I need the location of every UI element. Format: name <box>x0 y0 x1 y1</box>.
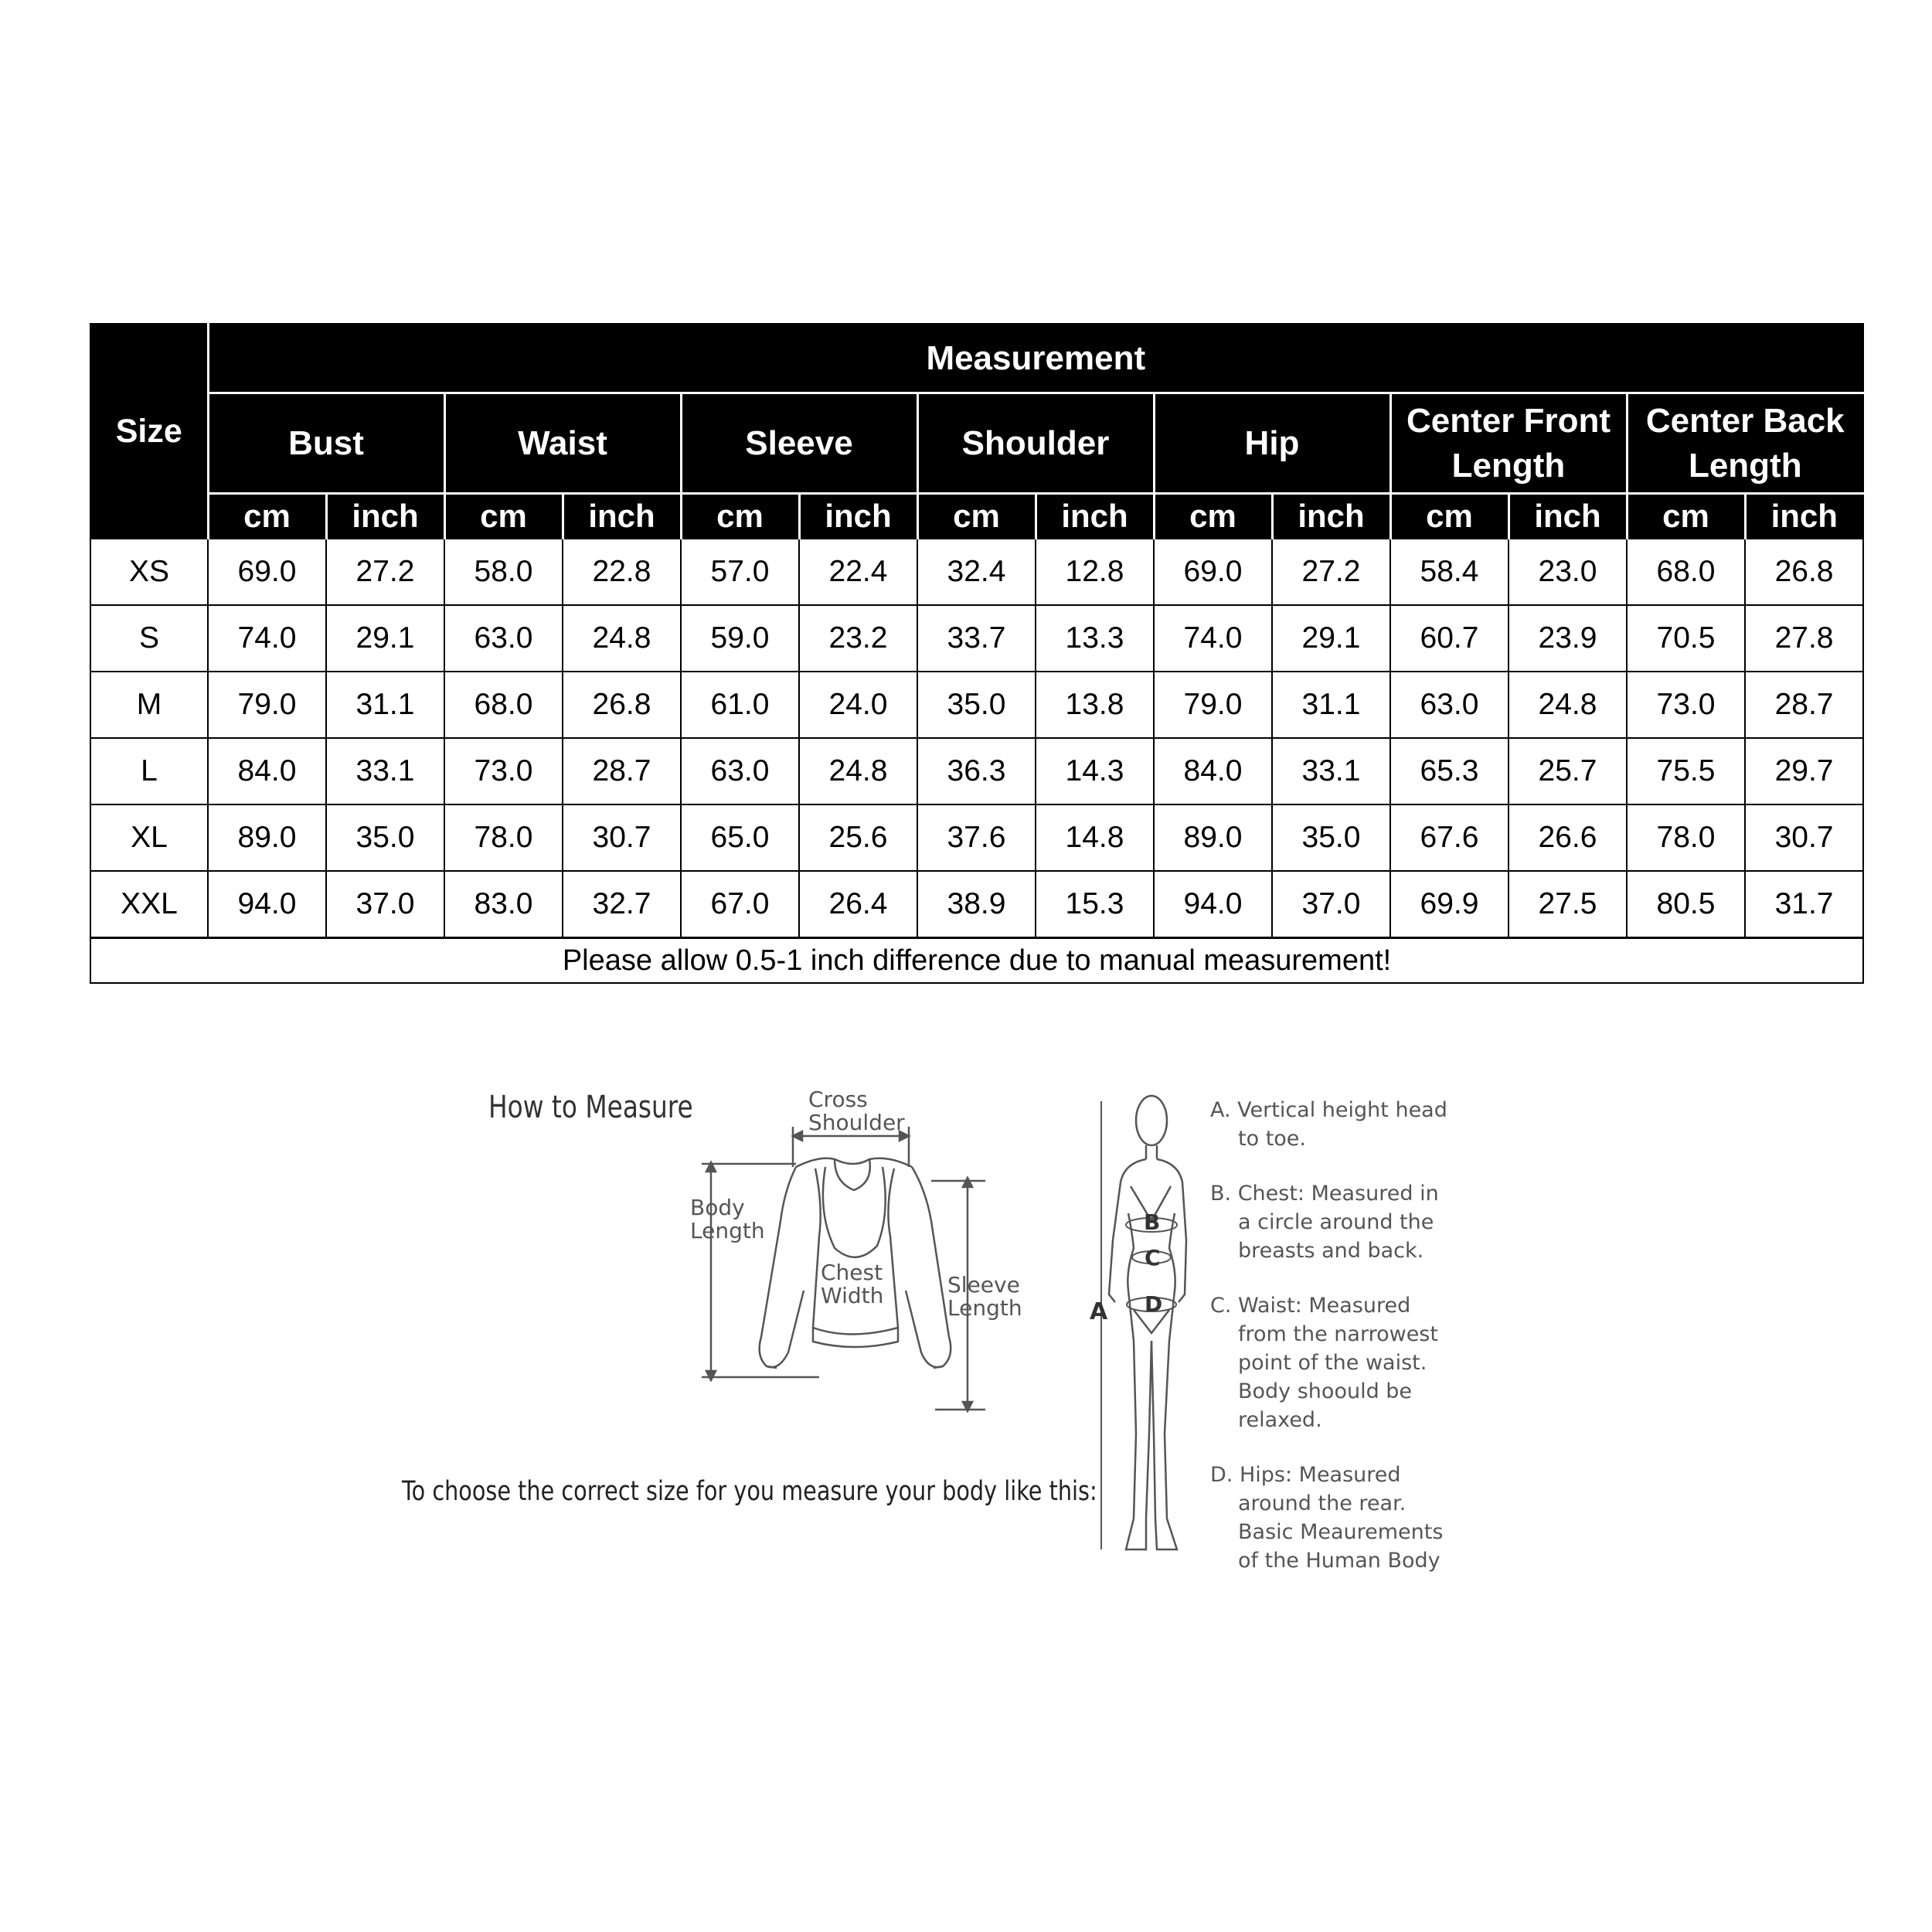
group-header: Waist <box>444 393 681 494</box>
note-item: B. Chest: Measured in a circle around the breasts and back. <box>1210 1182 1439 1263</box>
unit-header: cm <box>1390 494 1509 539</box>
value-cell: 89.0 <box>208 804 326 871</box>
value-cell: 57.0 <box>681 539 799 605</box>
value-cell: 79.0 <box>208 672 326 738</box>
value-cell: 84.0 <box>208 738 326 804</box>
value-cell: 35.0 <box>917 672 1036 738</box>
unit-header: inch <box>1745 494 1863 539</box>
value-cell: 14.8 <box>1036 804 1154 871</box>
size-cell: XL <box>90 804 208 871</box>
unit-header: inch <box>799 494 917 539</box>
unit-header: cm <box>917 494 1036 539</box>
sleeve-length-label: Sleeve Length <box>947 1272 1022 1321</box>
marker-c: C <box>1145 1245 1161 1270</box>
table-row <box>90 871 1863 938</box>
measurement-header: Measurement <box>208 324 1863 393</box>
value-cell: 73.0 <box>1627 672 1745 738</box>
unit-header: cm <box>208 494 326 539</box>
table-row <box>90 539 1863 605</box>
value-cell: 74.0 <box>1154 605 1272 672</box>
value-cell: 63.0 <box>681 738 799 804</box>
marker-a: A <box>1090 1298 1108 1325</box>
value-cell: 94.0 <box>208 871 326 938</box>
value-cell: 13.8 <box>1036 672 1154 738</box>
size-cell: XXL <box>90 871 208 938</box>
value-cell: 28.7 <box>563 738 681 804</box>
value-cell: 27.2 <box>1272 539 1390 605</box>
value-cell: 33.1 <box>326 738 444 804</box>
size-column-header: Size <box>90 324 208 539</box>
value-cell: 60.7 <box>1390 605 1509 672</box>
how-to-measure-title: How to Measure <box>488 1090 693 1125</box>
unit-header: cm <box>681 494 799 539</box>
cross-shoulder-label: Cross Shoulder <box>808 1087 905 1135</box>
value-cell: 15.3 <box>1036 871 1154 938</box>
measurement-notes <box>1210 1096 1458 1601</box>
value-cell: 68.0 <box>444 672 563 738</box>
value-cell: 28.7 <box>1745 672 1863 738</box>
value-cell: 27.2 <box>326 539 444 605</box>
value-cell: 37.0 <box>326 871 444 938</box>
choose-size-instruction: To choose the correct size for you measure your body like this: <box>402 1476 1097 1507</box>
value-cell: 29.1 <box>326 605 444 672</box>
value-cell: 65.3 <box>1390 738 1509 804</box>
value-cell: 27.5 <box>1509 871 1627 938</box>
size-chart-table <box>90 323 1864 984</box>
group-header: Center Front Length <box>1390 393 1627 494</box>
value-cell: 25.7 <box>1509 738 1627 804</box>
value-cell: 29.7 <box>1745 738 1863 804</box>
size-cell: S <box>90 605 208 672</box>
value-cell: 27.8 <box>1745 605 1863 672</box>
value-cell: 63.0 <box>1390 672 1509 738</box>
body-measure-diagram <box>1078 1086 1202 1573</box>
value-cell: 24.8 <box>563 605 681 672</box>
value-cell: 80.5 <box>1627 871 1745 938</box>
value-cell: 35.0 <box>1272 804 1390 871</box>
marker-d: D <box>1145 1291 1163 1317</box>
unit-header: cm <box>1154 494 1272 539</box>
note-item: A. Vertical height head to toe. <box>1210 1098 1447 1151</box>
value-cell: 69.0 <box>208 539 326 605</box>
size-cell: XS <box>90 539 208 605</box>
unit-header: cm <box>444 494 563 539</box>
value-cell: 67.0 <box>681 871 799 938</box>
value-cell: 26.8 <box>1745 539 1863 605</box>
table-row <box>90 672 1863 738</box>
unit-header: inch <box>326 494 444 539</box>
unit-header: inch <box>1509 494 1627 539</box>
value-cell: 29.1 <box>1272 605 1390 672</box>
value-cell: 65.0 <box>681 804 799 871</box>
value-cell: 30.7 <box>563 804 681 871</box>
group-header: Shoulder <box>917 393 1154 494</box>
value-cell: 13.3 <box>1036 605 1154 672</box>
table-row <box>90 738 1863 804</box>
value-cell: 75.5 <box>1627 738 1745 804</box>
value-cell: 37.6 <box>917 804 1036 871</box>
group-header: Bust <box>208 393 444 494</box>
group-header: Center Back Length <box>1627 393 1863 494</box>
value-cell: 78.0 <box>1627 804 1745 871</box>
unit-header: inch <box>1272 494 1390 539</box>
table-row <box>90 804 1863 871</box>
unit-header: inch <box>1036 494 1154 539</box>
value-cell: 32.7 <box>563 871 681 938</box>
value-cell: 68.0 <box>1627 539 1745 605</box>
value-cell: 79.0 <box>1154 672 1272 738</box>
value-cell: 33.7 <box>917 605 1036 672</box>
value-cell: 36.3 <box>917 738 1036 804</box>
value-cell: 12.8 <box>1036 539 1154 605</box>
body-length-label: Body Length <box>690 1195 765 1243</box>
value-cell: 23.2 <box>799 605 917 672</box>
value-cell: 33.1 <box>1272 738 1390 804</box>
value-cell: 37.0 <box>1272 871 1390 938</box>
value-cell: 84.0 <box>1154 738 1272 804</box>
value-cell: 31.7 <box>1745 871 1863 938</box>
value-cell: 23.0 <box>1509 539 1627 605</box>
chest-width-label: Chest Width <box>821 1260 884 1308</box>
note-item: C. Waist: Measured from the narrowest point of the waist. Body shoould be relaxed. <box>1210 1294 1438 1432</box>
value-cell: 31.1 <box>326 672 444 738</box>
value-cell: 24.8 <box>1509 672 1627 738</box>
value-cell: 22.8 <box>563 539 681 605</box>
value-cell: 24.8 <box>799 738 917 804</box>
value-cell: 83.0 <box>444 871 563 938</box>
value-cell: 70.5 <box>1627 605 1745 672</box>
value-cell: 25.6 <box>799 804 917 871</box>
group-header: Hip <box>1154 393 1390 494</box>
value-cell: 63.0 <box>444 605 563 672</box>
group-header: Sleeve <box>681 393 917 494</box>
value-cell: 26.6 <box>1509 804 1627 871</box>
value-cell: 78.0 <box>444 804 563 871</box>
value-cell: 67.6 <box>1390 804 1509 871</box>
value-cell: 24.0 <box>799 672 917 738</box>
value-cell: 74.0 <box>208 605 326 672</box>
value-cell: 69.9 <box>1390 871 1509 938</box>
value-cell: 58.0 <box>444 539 563 605</box>
value-cell: 59.0 <box>681 605 799 672</box>
marker-b: B <box>1144 1209 1161 1235</box>
value-cell: 23.9 <box>1509 605 1627 672</box>
unit-header: cm <box>1627 494 1745 539</box>
value-cell: 14.3 <box>1036 738 1154 804</box>
size-cell: M <box>90 672 208 738</box>
value-cell: 26.8 <box>563 672 681 738</box>
value-cell: 38.9 <box>917 871 1036 938</box>
value-cell: 73.0 <box>444 738 563 804</box>
note-item: D. Hips: Measured around the rear. Basic Meaurements of the Human Body <box>1210 1463 1444 1573</box>
value-cell: 26.4 <box>799 871 917 938</box>
value-cell: 94.0 <box>1154 871 1272 938</box>
value-cell: 31.1 <box>1272 672 1390 738</box>
value-cell: 30.7 <box>1745 804 1863 871</box>
unit-header: inch <box>563 494 681 539</box>
value-cell: 69.0 <box>1154 539 1272 605</box>
value-cell: 35.0 <box>326 804 444 871</box>
value-cell: 22.4 <box>799 539 917 605</box>
size-cell: L <box>90 738 208 804</box>
value-cell: 32.4 <box>917 539 1036 605</box>
value-cell: 89.0 <box>1154 804 1272 871</box>
value-cell: 61.0 <box>681 672 799 738</box>
measurement-note: Please allow 0.5-1 inch difference due to manual measurement! <box>90 938 1863 984</box>
value-cell: 58.4 <box>1390 539 1509 605</box>
table-row <box>90 605 1863 672</box>
